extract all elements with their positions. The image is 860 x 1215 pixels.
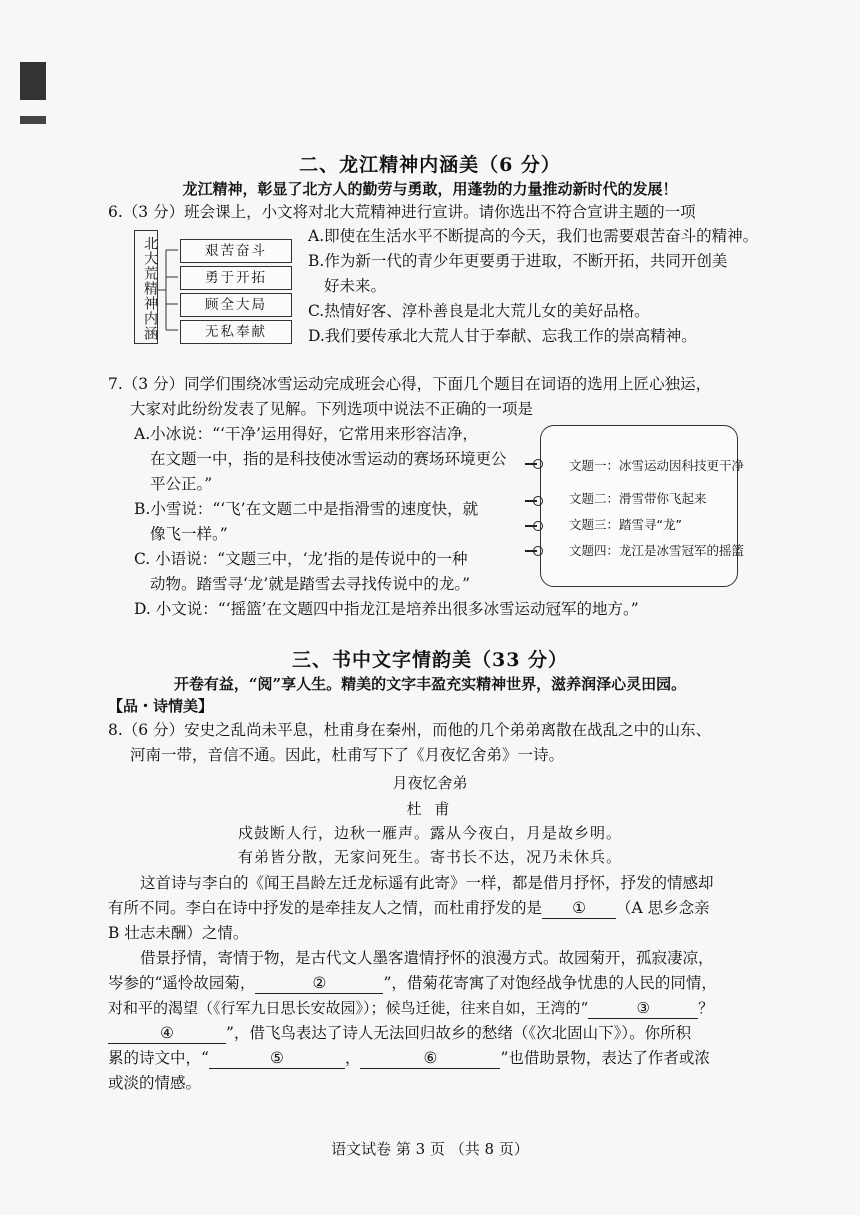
option-c-cont: 动物。踏雪寻‘龙’就是踏雪去寻找传说中的龙。” bbox=[150, 575, 471, 593]
question-stem-cont: 河南一带，音信不通。因此，杜甫写下了《月夜忆舍弟》一诗。 bbox=[130, 746, 565, 764]
notebook-ring-icon bbox=[525, 546, 547, 556]
notebook-ring-icon bbox=[525, 459, 547, 469]
paragraph-line bbox=[108, 896, 710, 921]
spirit-diagram bbox=[134, 230, 294, 348]
diagram-bracket bbox=[158, 248, 178, 332]
text-run: ”也借助景物，表达了作者或浓 bbox=[500, 1049, 710, 1067]
notebook-card bbox=[540, 425, 745, 587]
sub-heading: 【品・诗情美】 bbox=[108, 697, 214, 715]
option-c: C.热情好客、淳朴善良是北大荒儿女的美好品格。 bbox=[308, 302, 650, 320]
diagram-vertical-label: 北大荒精神内涵 bbox=[134, 230, 158, 344]
scan-mark bbox=[20, 116, 46, 124]
notebook-line: 文题三：踏雪寻“龙” bbox=[569, 517, 682, 532]
diagram-tag: 顾全大局 bbox=[180, 293, 292, 317]
option-a-cont: 在文题一中，指的是科技使冰雪运动的赛场环境更公 bbox=[150, 450, 507, 468]
answer-blank-1[interactable]: ① bbox=[542, 898, 616, 919]
notebook-line: 文题四：龙江是冰雪冠军的摇篮 bbox=[569, 543, 745, 558]
diagram-tag: 勇于开拓 bbox=[180, 266, 292, 290]
option-a: A.小冰说：“‘干净’运用得好，它常用来形容洁净， bbox=[134, 425, 478, 443]
paragraph-line: B 壮志未酬）之情。 bbox=[108, 924, 249, 942]
diagram-tag: 艰苦奋斗 bbox=[180, 239, 292, 263]
paragraph-line bbox=[108, 1021, 691, 1046]
answer-blank-4[interactable]: ④ bbox=[108, 1023, 226, 1044]
paragraph-line bbox=[108, 971, 717, 996]
text-run: 有所不同。李白在诗中抒发的是牵挂友人之情，而杜甫抒发的是 bbox=[108, 899, 543, 917]
diagram-tag: 无私奉献 bbox=[180, 320, 292, 344]
text-run: ”，借飞鸟表达了诗人无法回归故乡的愁绪（《次北固山下》）。你所积 bbox=[226, 1024, 692, 1042]
text-run: （A 思乡念亲 bbox=[616, 899, 710, 917]
question-stem: 8.（6 分）安史之乱尚未平息，杜甫身在秦州，而他的几个弟弟离散在战乱之中的山东、 bbox=[108, 721, 712, 739]
text-run: ， bbox=[344, 1049, 361, 1067]
option-a: A.即使在生活水平不断提高的今天，我们也需要艰苦奋斗的精神。 bbox=[308, 227, 759, 245]
option-b: B.作为新一代的青少年更要勇于进取，不断开拓，共同开创美 bbox=[308, 252, 728, 270]
poem-author: 杜 甫 bbox=[406, 800, 454, 818]
notebook-line: 文题一：冰雪运动因科技更干净 bbox=[569, 458, 745, 473]
section-motto: 开卷有益，“阅”享人生。精美的文字丰盈充实精神世界，滋养润泽心灵田园。 bbox=[173, 675, 687, 693]
option-d: D. 小文说：“‘摇篮’在文题四中指龙江是培养出很多冰雪运动冠军的地方。” bbox=[134, 600, 639, 618]
paragraph-line bbox=[108, 996, 713, 1021]
option-c: C. 小语说：“文题三中，‘龙’指的是传说中的一种 bbox=[134, 550, 468, 568]
poem-line: 有弟皆分散，无家问死生。寄书长不达，况乃未休兵。 bbox=[237, 848, 622, 866]
paragraph-line bbox=[108, 1046, 710, 1071]
notebook-line: 文题二：滑雪带你飞起来 bbox=[569, 491, 707, 506]
answer-blank-2[interactable]: ② bbox=[255, 973, 383, 994]
text-run: ？ bbox=[698, 999, 714, 1017]
paragraph-line: 这首诗与李白的《闻王昌龄左迁龙标遥有此寄》一样，都是借月抒怀，抒发的情感却 bbox=[140, 874, 714, 892]
scan-mark bbox=[20, 62, 46, 100]
notebook-ring-icon bbox=[525, 521, 547, 531]
paragraph-line: 借景抒情，寄情于物，是古代文人墨客遣情抒怀的浪漫方式。故园菊开，孤寂凄凉， bbox=[140, 949, 714, 967]
paragraph-line: 或淡的情感。 bbox=[108, 1074, 202, 1092]
text-run: 对和平的渴望（《行军九日思长安故园》）；候鸟迁徙，往来自如，王湾的“ bbox=[108, 999, 589, 1017]
option-d: D.我们要传承北大荒人甘于奉献、忘我工作的崇高精神。 bbox=[308, 327, 697, 345]
answer-blank-5[interactable]: ⑤ bbox=[209, 1048, 345, 1069]
section-title: 三、书中文字情韵美（33 分） bbox=[291, 649, 569, 671]
text-run: 岑参的“遥怜故园菊， bbox=[108, 974, 256, 992]
question-stem: 7.（3 分）同学们围绕冰雪运动完成班会心得，下面几个题目在词语的选用上匠心独运， bbox=[108, 375, 712, 393]
section-motto: 龙江精神，彰显了北方人的勤劳与勇敢，用蓬勃的力量推动新时代的发展！ bbox=[182, 180, 678, 198]
poem-line: 戍鼓断人行，边秋一雁声。露从今夜白，月是故乡明。 bbox=[237, 824, 622, 842]
answer-blank-6[interactable]: ⑥ bbox=[360, 1048, 500, 1069]
notebook-ring-icon bbox=[525, 496, 547, 506]
answer-blank-3[interactable]: ③ bbox=[588, 998, 698, 1019]
option-a-cont: 平公正。” bbox=[150, 475, 213, 493]
question-stem-cont: 大家对此纷纷发表了见解。下列选项中说法不正确的一项是 bbox=[130, 400, 534, 418]
section-title: 二、龙江精神内涵美（6 分） bbox=[299, 154, 561, 176]
text-run: ”，借菊花寄寓了对饱经战争忧患的人民的同情， bbox=[383, 974, 717, 992]
option-b-cont: 像飞一样。” bbox=[150, 525, 228, 543]
poem-title: 月夜忆舍弟 bbox=[392, 774, 468, 792]
option-b: B.小雪说：“‘飞’在文题二中是指滑雪的速度快，就 bbox=[134, 500, 479, 518]
option-b-cont: 好未来。 bbox=[324, 277, 387, 295]
question-stem: 6.（3 分）班会课上，小文将对北大荒精神进行宣讲。请你选出不符合宣讲主题的一项 bbox=[108, 203, 696, 221]
page-footer: 语文试卷 第 3 页 （共 8 页） bbox=[331, 1140, 529, 1158]
text-run: 累的诗文中，“ bbox=[108, 1049, 209, 1067]
